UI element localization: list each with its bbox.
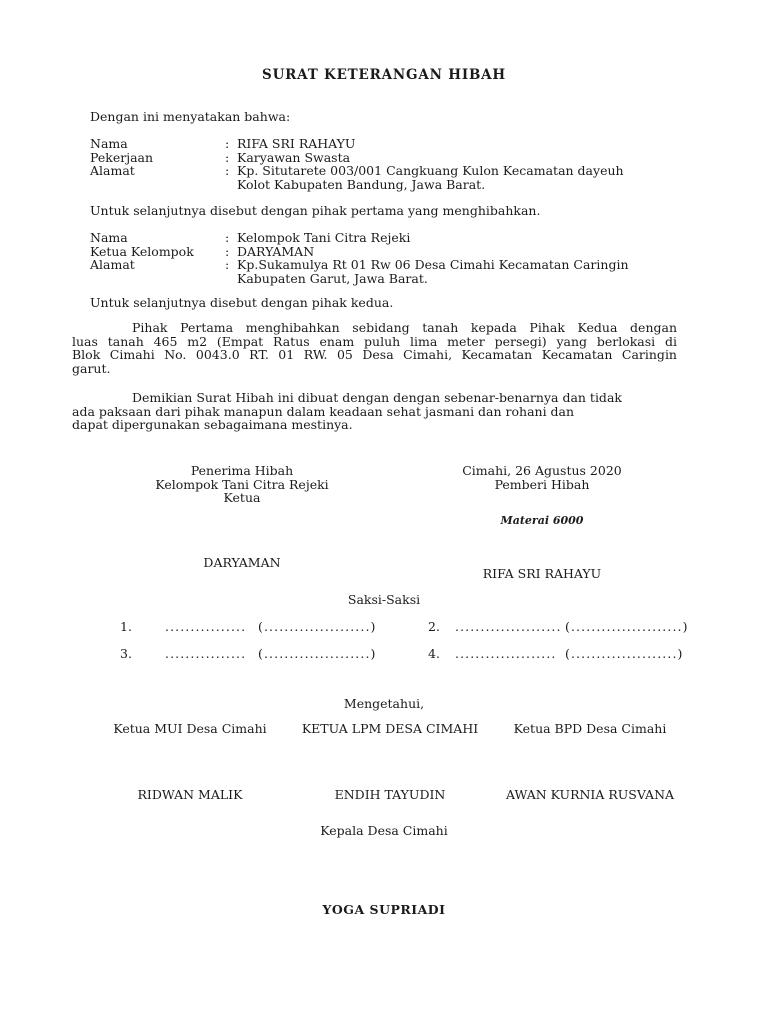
acknowledger-role: Ketua MUI Desa Cimahi [113, 721, 267, 736]
witness-number: 1. [120, 619, 132, 634]
witness-number: 3. [120, 646, 132, 661]
field-label: Nama [90, 136, 128, 151]
witness-number: 4. [428, 646, 440, 661]
detail-row [90, 231, 676, 245]
colon: : [225, 163, 230, 178]
grantor-signature-header [432, 464, 652, 491]
witness-row [0, 647, 768, 661]
detail-row [90, 137, 676, 151]
witness-name-line: ................ [165, 619, 247, 634]
detail-row [90, 258, 676, 285]
field-value-line: Kp. Situtarete 003/001 Cangkuang Kulon Kecamatan dayeuh [237, 163, 624, 178]
grantor-role: Pemberi Hibah [494, 476, 590, 492]
paragraph-line: Pihak Pertama menghibahkan sebidang tanah kepada Pihak Kedua dengan [132, 320, 677, 335]
colon: : [225, 243, 230, 259]
page-title: SURAT KETERANGAN HIBAH [262, 67, 506, 83]
acknowledger-name: RIDWAN MALIK [137, 787, 243, 802]
grantor-name: RIFA SRI RAHAYU [482, 566, 602, 581]
colon: : [225, 257, 230, 272]
village-head-role: Kepala Desa Cimahi [320, 823, 448, 838]
paragraph-line: Demikian Surat Hibah ini dibuat dengan dengan sebenar-benarnya dan tidak [132, 390, 622, 405]
field-value: Kelompok Tani Citra Rejeki [237, 230, 411, 245]
witness-number: 2. [428, 619, 440, 634]
party1-details [90, 137, 676, 191]
recipient-position: Ketua [223, 490, 261, 505]
recipient-role: Penerima Hibah [190, 463, 294, 478]
closing-paragraph [72, 391, 677, 432]
field-value [237, 258, 676, 285]
field-value-line: Kabupaten Garut, Jawa Barat. [237, 270, 428, 286]
stamp-duty-note: Materai 6000 [500, 514, 584, 527]
place-date: Cimahi, 26 Agustus 2020 [462, 463, 622, 478]
witness-signature-line: (......................) [565, 619, 689, 634]
intro-line: Dengan ini menyatakan bahwa: [90, 109, 291, 124]
paragraph-line: garut. [72, 360, 111, 376]
witness-name-line: .................... [455, 646, 557, 661]
colon: : [225, 136, 230, 151]
field-value-line: Kp.Sukamulya Rt 01 Rw 06 Desa Cimahi Kecamatan Caringin [237, 257, 629, 272]
witness-signature-line: (.....................) [565, 646, 684, 661]
grant-paragraph [72, 321, 677, 375]
field-label: Alamat [90, 257, 135, 272]
field-label: Nama [90, 230, 128, 245]
acknowledger-role: Ketua BPD Desa Cimahi [513, 721, 667, 736]
witness-signature-line: (.....................) [258, 619, 377, 634]
field-label: Pekerjaan [90, 149, 154, 165]
acknowledgement-heading: Mengetahui, [343, 696, 425, 711]
field-value: DARYAMAN [237, 243, 315, 259]
party2-details [90, 231, 676, 285]
detail-row [90, 245, 676, 259]
witness-name-line: ..................... [455, 619, 562, 634]
field-value [237, 164, 676, 191]
acknowledger-name: AWAN KURNIA RUSVANA [505, 787, 675, 802]
witness-row [0, 620, 768, 634]
village-head-name: YOGA SUPRIADI [322, 902, 446, 917]
recipient-org: Kelompok Tani Citra Rejeki [155, 476, 329, 492]
acknowledgement-roles [90, 722, 690, 736]
detail-row [90, 151, 676, 165]
party2-note: Untuk selanjutnya disebut dengan pihak kedua. [90, 295, 394, 310]
witness-signature-line: (.....................) [258, 646, 377, 661]
colon: : [225, 230, 230, 245]
field-value: RIFA SRI RAHAYU [237, 136, 356, 151]
witness-name-line: ................ [165, 646, 247, 661]
witnesses-heading: Saksi-Saksi [347, 592, 421, 607]
paragraph-line: ada paksaan dari pihak manapun dalam keadaan sehat jasmani dan rohani dan [72, 403, 575, 419]
acknowledger-role: KETUA LPM DESA CIMAHI [301, 721, 479, 736]
field-value: Karyawan Swasta [237, 149, 351, 165]
field-label: Ketua Kelompok [90, 243, 194, 259]
paragraph-line: Blok Cimahi No. 0043.0 RT. 01 RW. 05 Desa Cimahi, Kecamatan Kecamatan Caringin [72, 347, 677, 362]
field-value-line: Kolot Kabupaten Bandung, Jawa Barat. [237, 176, 486, 192]
party1-note: Untuk selanjutnya disebut dengan pihak pertama yang menghibahkan. [90, 203, 541, 218]
colon: : [225, 149, 230, 165]
acknowledger-name: ENDIH TAYUDIN [334, 787, 446, 802]
field-label: Alamat [90, 163, 135, 178]
paragraph-line: dapat dipergunakan sebagaimana mestinya. [72, 417, 353, 432]
detail-row [90, 164, 676, 191]
recipient-signature-header [132, 464, 352, 505]
recipient-name: DARYAMAN [203, 555, 281, 570]
paragraph-line: luas tanah 465 m2 (Empat Ratus enam puluh lima meter persegi) yang berlokasi di [72, 333, 677, 349]
acknowledgement-names [90, 788, 690, 802]
